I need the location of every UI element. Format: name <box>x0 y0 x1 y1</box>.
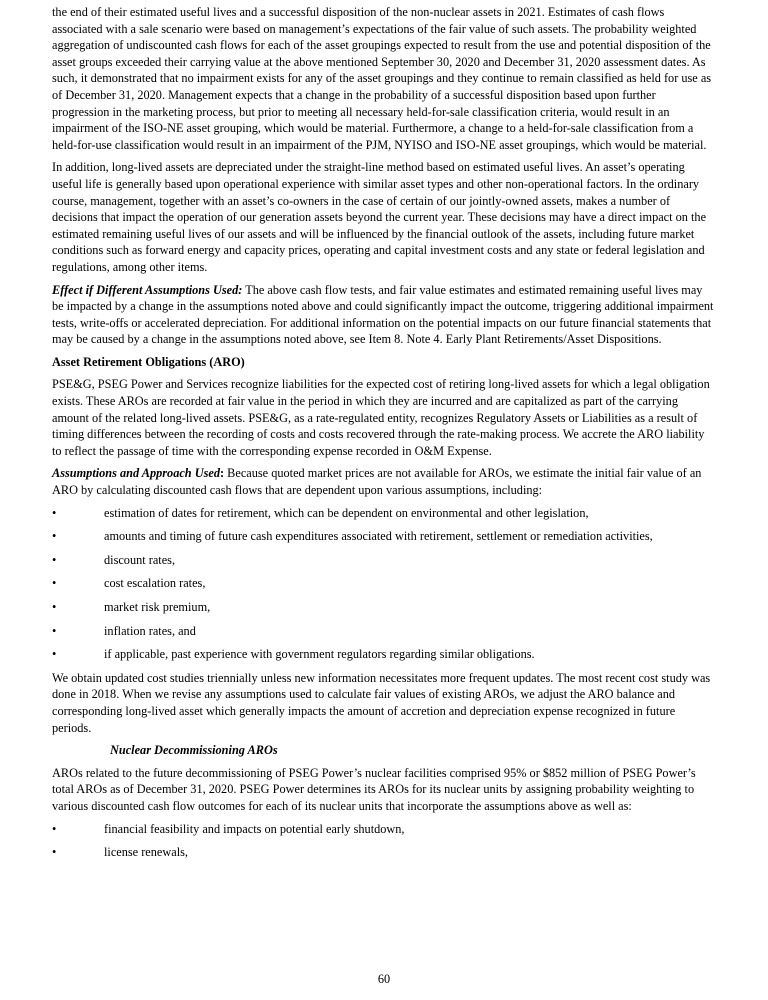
list-item <box>52 646 716 663</box>
list-item <box>52 599 716 616</box>
paragraph-impairment-continued: the end of their estimated useful lives and a successful disposition of the non-nuclear assets in 2021. Estimates of cash flows associated with a sale scenario were based on management’s expectations of the fair value of such assets. The probability weighted aggregation of undiscounted cash flows for each of the asset groupings expected to result from the use and potential disposition of the asset groups exceeded their carrying value at the above mentioned September 30, 2020 and December 31, 2020 assessment dates. As such, it demonstrated that no impairment exists for any of the asset groupings and they continue to remain classified as held for use as of December 31, 2020. Management expects that a change in the probability of a successful disposition based upon further progression in the marketing process, but prior to meeting all necessary held-for-sale classification criteria, would result in an impairment of the ISO-NE asset grouping, which would be material. Furthermore, a change to a held-for-sale classification from a held-for-use classification would result in an impairment of the PJM, NYISO and ISO-NE asset groupings, which would be material. <box>52 5 712 152</box>
list-item-text: cost escalation rates, <box>104 576 206 591</box>
bullet-icon: • <box>52 821 57 836</box>
list-item <box>52 552 716 569</box>
list-item-text: license renewals, <box>104 845 188 860</box>
bullet-icon: • <box>52 552 57 567</box>
paragraph-cost-studies: We obtain updated cost studies triennially unless new information necessitates more frequent updates. The most recent cost study was done in 2018. When we revise any assumptions used to calculate fair values of existing AROs, we adjust the ARO balance and corresponding long-lived asset which generally impacts the amount of accretion and depreciation expense recognized in future periods. <box>52 670 711 735</box>
paragraph-effect-if-different <box>52 282 716 348</box>
bullet-icon: • <box>52 505 57 520</box>
list-item-text: financial feasibility and impacts on potential early shutdown, <box>104 821 405 836</box>
lead-effect-if-different: Effect if Different Assumptions Used: <box>52 282 243 297</box>
paragraph-depreciation: In addition, long-lived assets are depreciated under the straight-line method based on estimated useful lives. An asset’s operating useful life is generally based upon operational experience with similar asset types and other non-operational factors. In the ordinary course, management, together with an asset’s co-owners in the case of certain of our jointly-owned assets, makes a number of decisions that impact the operation of our generation assets beyond the current year. These decisions may have a direct impact on the estimated remaining useful lives of our assets and will be influenced by the financial outlook of the assets, including future market conditions such as forward energy and capacity prices, operating and capital investment costs and any state or federal legislation and regulations, among other items. <box>52 160 707 274</box>
list-item-text: inflation rates, and <box>104 623 196 638</box>
list-item <box>52 821 716 838</box>
list-item-text: if applicable, past experience with government regulators regarding similar obligations. <box>104 647 535 662</box>
bullet-icon: • <box>52 576 57 591</box>
list-item <box>52 528 716 545</box>
page-number: 60 <box>377 972 391 986</box>
nuclear-bullet-list <box>52 821 716 861</box>
bullet-icon: • <box>52 647 57 662</box>
list-item <box>52 623 716 640</box>
bullet-icon: • <box>52 600 57 614</box>
lead-assumptions: Assumptions and Approach Used <box>52 466 220 481</box>
paragraph-aro-intro: PSE&G, PSEG Power and Services recognize liabilities for the expected cost of retiring long-lived assets for which a legal obligation exists. These AROs are recorded at fair value in the period in which they are incurred and are capitalized as part of the carrying amount of the related long-lived assets. PSE&G, as a rate-regulated entity, recognizes Regulatory Assets or Liabilities as a result of timing differences between the recording of costs and costs recovered through the rate-making process. We accrete the ARO liability to reflect the passage of time with the corresponding expense recorded in O&M Expense. <box>52 377 710 458</box>
list-item-text: amounts and timing of future cash expenditures associated with retirement, settlement or remediation activities, <box>104 529 653 544</box>
section-heading-aro: Asset Retirement Obligations (ARO) <box>52 354 245 369</box>
list-item-text: discount rates, <box>104 552 176 567</box>
bullet-icon: • <box>52 623 57 638</box>
list-item <box>52 844 716 861</box>
subsection-heading-nuclear-decommissioning: Nuclear Decommissioning AROs <box>110 743 278 758</box>
paragraph-assumptions-body: Because quoted market prices are not available for AROs, we estimate the initial fair value of an ARO by calculating discounted cash flows that are dependent upon various assumptions, including: <box>52 466 702 498</box>
paragraph-effect-body: The above cash flow tests, and fair value estimates and estimated remaining useful lives may be impacted by a change in the assumptions noted above and could significantly impact the outcome, triggering additional impairment tests, write-offs or accelerated depreciation. For additional information on the potential impacts on our future financial statements that may be caused by a change in the assumptions noted above, see Item 8. Note 4. Early Plant Retirements/Asset Dispositions. <box>52 282 714 347</box>
list-item <box>52 505 716 522</box>
bullet-icon: • <box>52 845 57 860</box>
paragraph-nuclear-aros: AROs related to the future decommissioning of PSEG Power’s nuclear facilities comprised 95% or $852 million of PSEG Power’s total AROs as of December 31, 2020. PSEG Power determines its AROs for its nuclear units by assigning probability weighting to various discounted cash flow outcomes for each of its nuclear units that incorporate the assumptions above as well as: <box>52 765 696 813</box>
paragraph-assumptions <box>52 465 716 498</box>
list-item <box>52 575 716 592</box>
lead-assumptions-colon: : <box>219 466 225 481</box>
bullet-icon: • <box>52 529 57 544</box>
document-page <box>52 4 716 868</box>
assumptions-bullet-list <box>52 505 716 663</box>
list-item-text: estimation of dates for retirement, which can be dependent on environmental and other legislation, <box>104 505 589 520</box>
list-item-text: market risk premium, <box>104 600 211 614</box>
